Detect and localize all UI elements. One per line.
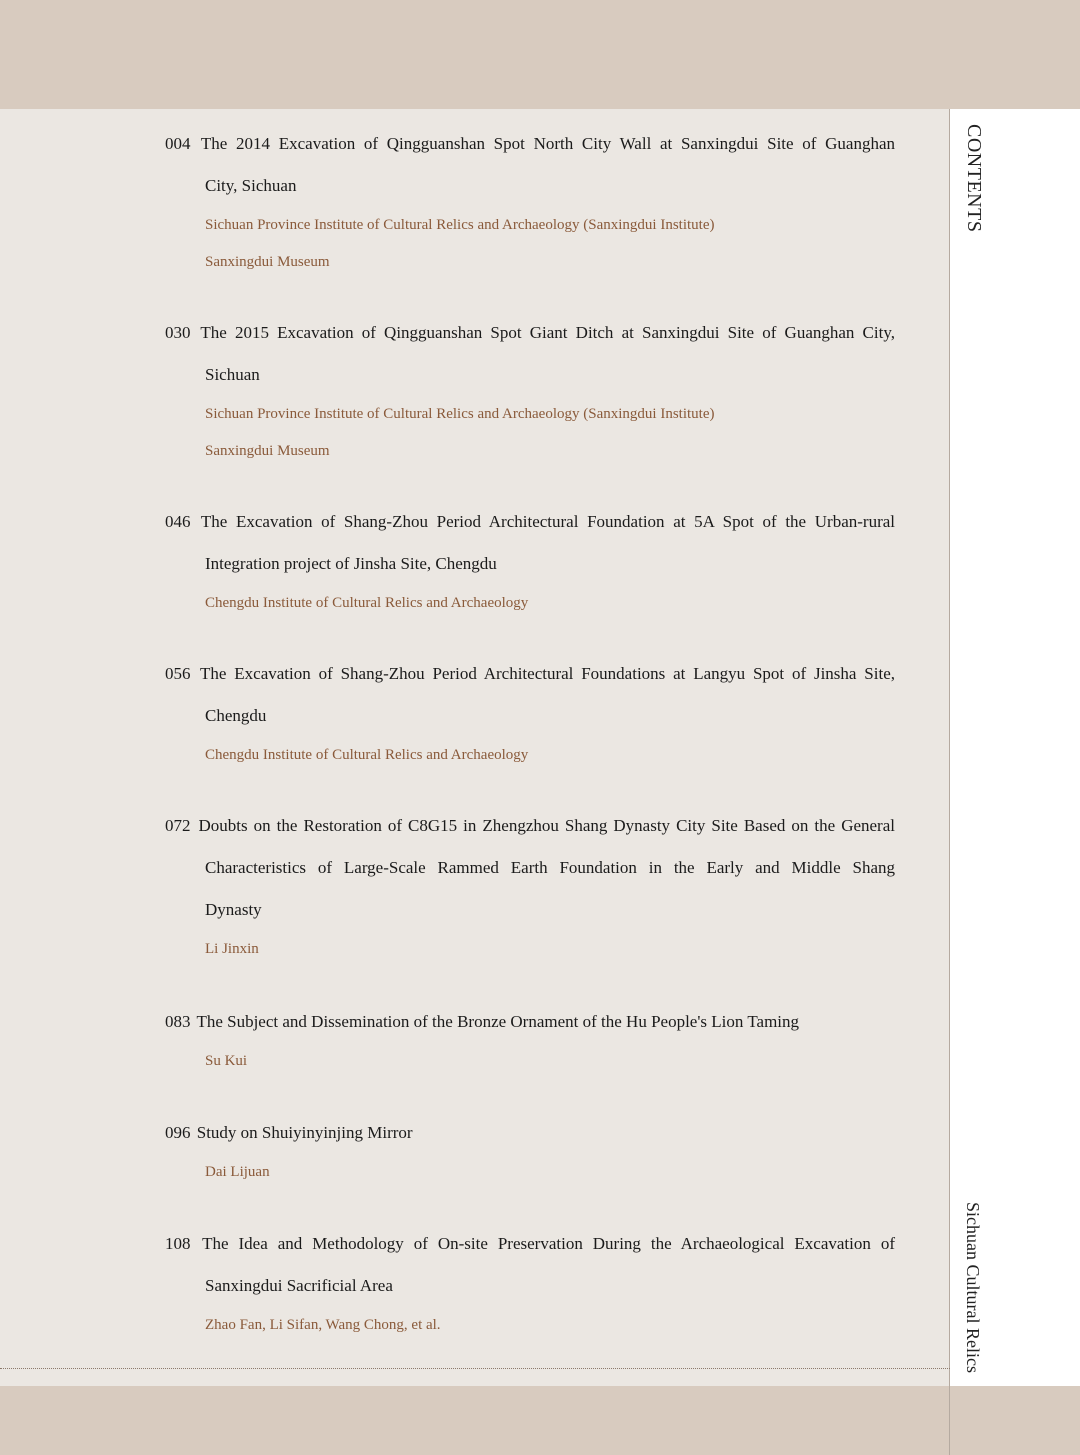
entry-title — [165, 312, 895, 396]
dotted-rule — [0, 1368, 950, 1369]
title-line-2: Sichuan — [205, 365, 260, 384]
entry-title — [165, 1112, 895, 1154]
entry-author: Chengdu Institute of Cultural Relics and Archaeology — [205, 595, 529, 611]
page-number: 096 — [165, 1123, 191, 1142]
entry-author: Li Jinxin — [205, 941, 259, 957]
journal-title: Sichuan Cultural Relics — [963, 1202, 983, 1373]
entry-author: Chengdu Institute of Cultural Relics and Archaeology — [205, 747, 529, 763]
top-band — [0, 0, 1080, 109]
entry-title — [165, 1223, 895, 1307]
entry-author: Sichuan Province Institute of Cultural Relics and Archaeology (Sanxingdui Institute) — [205, 217, 715, 233]
toc-entry[interactable] — [165, 123, 895, 281]
entry-title — [165, 1001, 895, 1043]
side-divider — [949, 109, 950, 1455]
toc-entry[interactable] — [165, 1223, 895, 1344]
title-line-2: Sanxingdui Sacrificial Area — [205, 1276, 393, 1295]
title-line-1: 096 Study on Shuiyinyinjing Mirror — [165, 1123, 413, 1142]
title-line-3: Dynasty — [205, 900, 262, 919]
entry-author: Sanxingdui Museum — [205, 254, 330, 270]
title-line-1: 072 Doubts on the Restoration of C8G15 in Zhengzhou Shang Dynasty City Site Based on the General — [165, 816, 895, 835]
toc-entry[interactable] — [165, 1112, 895, 1191]
title-line-1: 046 The Excavation of Shang-Zhou Period Architectural Foundation at 5A Spot of the Urban-rural — [165, 512, 895, 531]
entry-title — [165, 653, 895, 737]
entry-author: Dai Lijuan — [205, 1164, 270, 1180]
bottom-band — [0, 1386, 1080, 1455]
entry-title — [165, 805, 895, 931]
page-number: 004 — [165, 134, 191, 153]
page-number: 072 — [165, 816, 191, 835]
page-number: 083 — [165, 1012, 191, 1031]
title-line-2: Characteristics of Large-Scale Rammed Earth Foundation in the Early and Middle Shang — [205, 858, 895, 877]
title-line-1: 056 The Excavation of Shang-Zhou Period Architectural Foundations at Langyu Spot of Jinsha Site, — [165, 664, 895, 683]
toc-entry[interactable] — [165, 653, 895, 774]
page-number: 108 — [165, 1234, 191, 1253]
title-line-2: Chengdu — [205, 706, 267, 725]
page-number: 046 — [165, 512, 191, 531]
title-line-1: 108 The Idea and Methodology of On-site Preservation During the Archaeological Excavation of — [165, 1234, 895, 1253]
entry-author: Sichuan Province Institute of Cultural Relics and Archaeology (Sanxingdui Institute) — [205, 406, 715, 422]
toc-entry[interactable] — [165, 1001, 895, 1080]
title-line-1: 004 The 2014 Excavation of Qingguanshan Spot North City Wall at Sanxingdui Site of Guanghan — [165, 134, 895, 153]
entry-author: Zhao Fan, Li Sifan, Wang Chong, et al. — [205, 1317, 441, 1333]
toc-entry[interactable] — [165, 805, 895, 968]
section-heading: CONTENTS — [963, 124, 985, 233]
entry-title — [165, 123, 895, 207]
toc-entry[interactable] — [165, 501, 895, 622]
title-line-1: 083 The Subject and Dissemination of the Bronze Ornament of the Hu People's Lion Taming — [165, 1012, 800, 1031]
page-number: 030 — [165, 323, 191, 342]
entry-author: Su Kui — [205, 1053, 248, 1069]
title-line-2: Integration project of Jinsha Site, Chengdu — [205, 554, 497, 573]
entry-title — [165, 501, 895, 585]
toc-entry[interactable] — [165, 312, 895, 470]
title-line-2: City, Sichuan — [205, 176, 297, 195]
page-number: 056 — [165, 664, 191, 683]
entry-author: Sanxingdui Museum — [205, 443, 330, 459]
side-panel — [950, 109, 1080, 1386]
title-line-1: 030 The 2015 Excavation of Qingguanshan Spot Giant Ditch at Sanxingdui Site of Guanghan City, — [165, 323, 895, 342]
